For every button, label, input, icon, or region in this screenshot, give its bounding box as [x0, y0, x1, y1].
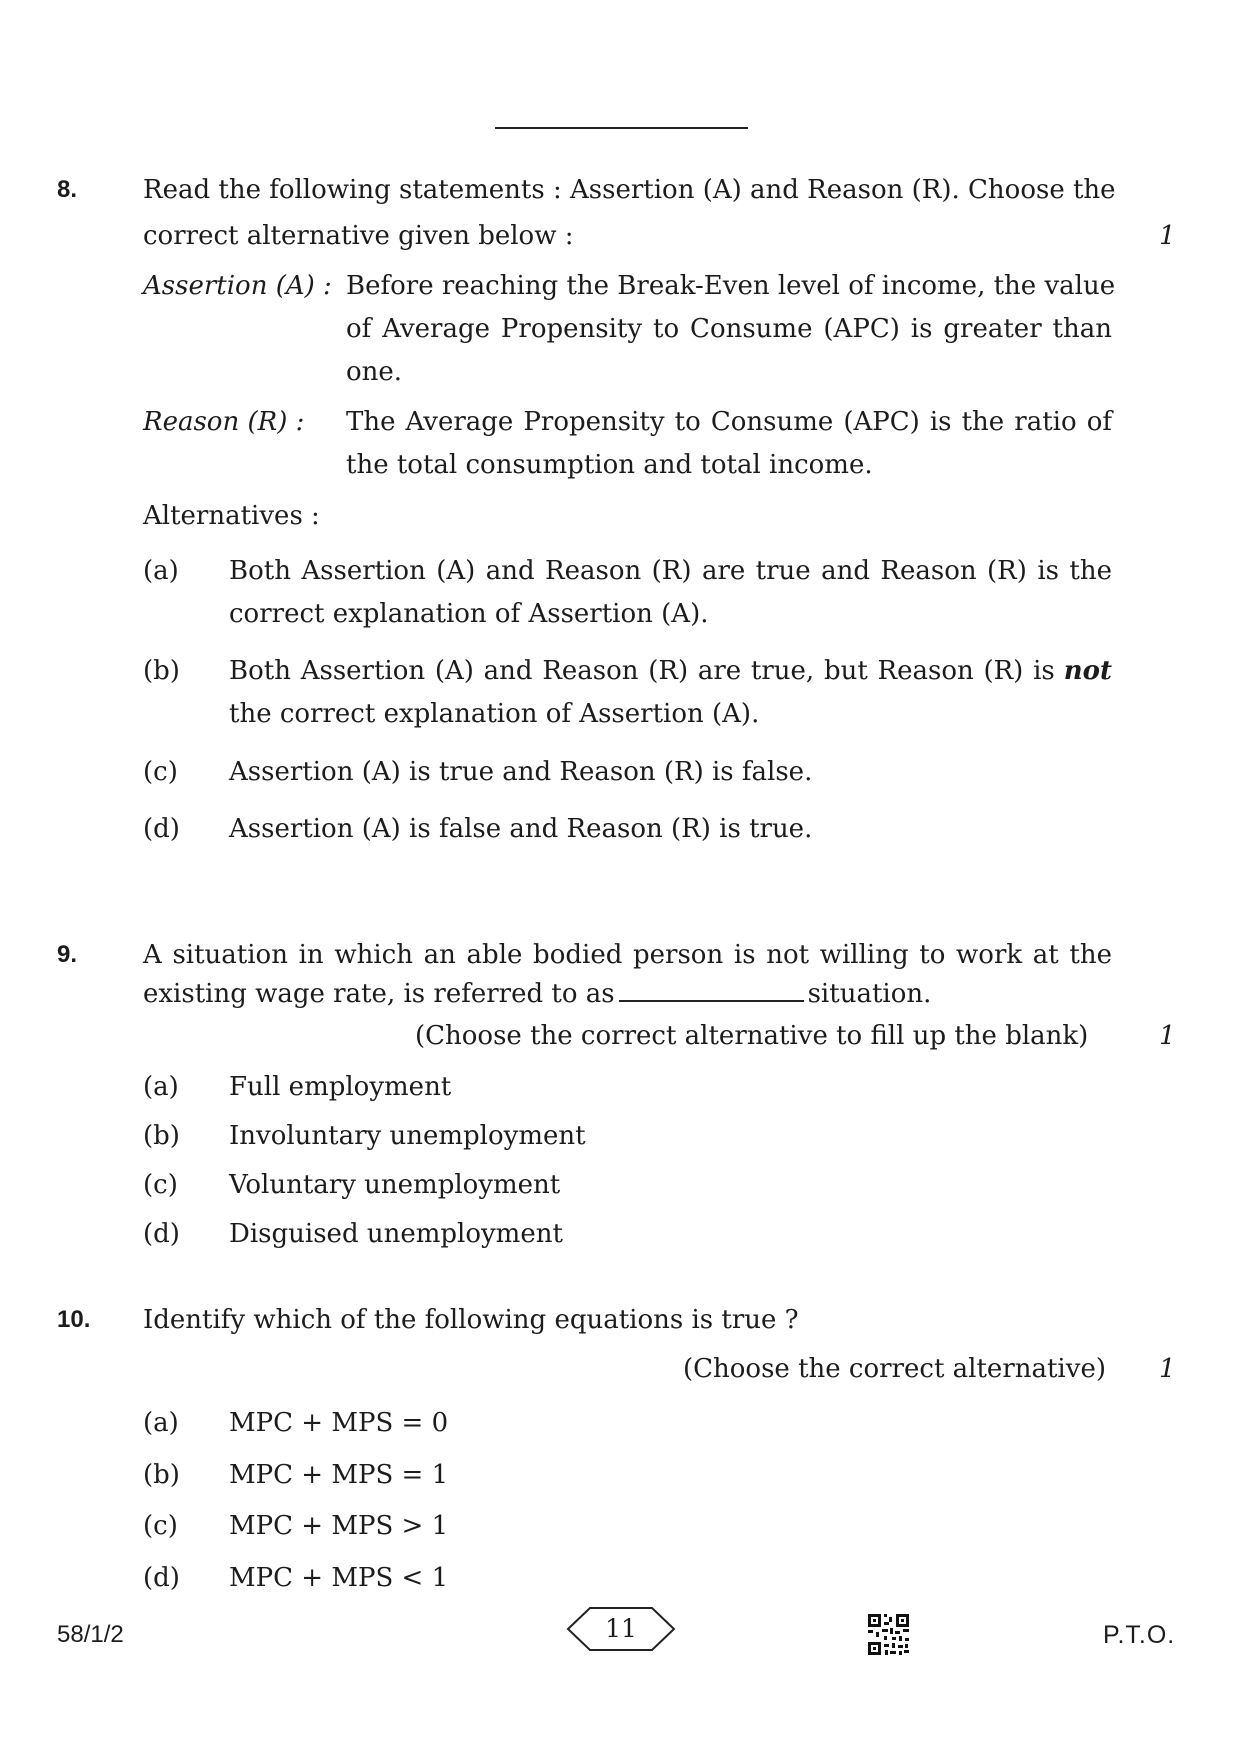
q9-option-b-label: (b): [143, 1121, 180, 1151]
page-number: 11: [605, 1614, 637, 1643]
question-9-instruction: (Choose the correct alternative to fill up the blank): [415, 1021, 1089, 1051]
q10-option-b-label: (b): [143, 1460, 180, 1490]
q8-option-b-line1: [229, 655, 1112, 687]
q8-option-a-label: (a): [143, 556, 179, 586]
question-10-marks: 1: [1159, 1354, 1176, 1384]
reason-text-line1: The Average Propensity to Consume (APC) is the ratio of: [346, 407, 1112, 437]
q9-option-c-text: Voluntary unemployment: [229, 1170, 561, 1200]
q8-option-c-label: (c): [143, 757, 178, 787]
question-9-number: 9.: [57, 941, 78, 968]
q8-option-b-text: Both Assertion (A) and Reason (R) are true, but Reason (R) is: [229, 656, 1055, 686]
q8-option-a-line1: Both Assertion (A) and Reason (R) are true and Reason (R) is the: [229, 556, 1112, 586]
paper-code: 58/1/2: [57, 1621, 124, 1648]
question-9-marks: 1: [1159, 1021, 1176, 1051]
q8-option-c-text: Assertion (A) is true and Reason (R) is false.: [229, 757, 813, 787]
q9-option-b-text: Involuntary unemployment: [229, 1121, 586, 1151]
question-8-marks: 1: [1159, 221, 1176, 251]
q10-option-d-text: MPC + MPS < 1: [229, 1563, 449, 1593]
assertion-text-line3: one.: [346, 357, 403, 387]
question-10-number: 10.: [57, 1306, 91, 1333]
question-9-text-post: situation.: [807, 979, 932, 1009]
q8-option-a-line2: correct explanation of Assertion (A).: [229, 599, 709, 629]
question-10-instruction: (Choose the correct alternative): [683, 1354, 1106, 1384]
q10-option-b-text: MPC + MPS = 1: [229, 1460, 449, 1490]
fill-in-blank: [619, 978, 804, 1002]
question-9-text-line2: [143, 978, 931, 1010]
q10-option-d-label: (d): [143, 1563, 180, 1593]
qr-code-icon: [868, 1614, 909, 1655]
q10-option-c-text: MPC + MPS > 1: [229, 1511, 449, 1541]
qr-code-graphic: [868, 1614, 909, 1655]
q9-option-a-text: Full employment: [229, 1072, 452, 1102]
reason-label: Reason (R) :: [143, 407, 305, 437]
q8-option-d-label: (d): [143, 814, 180, 844]
page-number-badge: [566, 1606, 676, 1652]
header-rule: [495, 127, 748, 129]
q9-option-c-label: (c): [143, 1170, 178, 1200]
question-8-text-line2: correct alternative given below :: [143, 221, 574, 251]
q9-option-d-label: (d): [143, 1219, 180, 1249]
assertion-label: Assertion (A) :: [143, 271, 332, 301]
q8-option-b-label: (b): [143, 656, 180, 686]
assertion-text-line2: of Average Propensity to Consume (APC) is greater than: [346, 314, 1112, 344]
assertion-text-line1: Before reaching the Break-Even level of income, the value: [346, 271, 1116, 301]
question-10-text: Identify which of the following equations is true ?: [143, 1305, 799, 1335]
q9-option-a-label: (a): [143, 1072, 179, 1102]
q10-option-a-text: MPC + MPS = 0: [229, 1408, 449, 1438]
alternatives-label: Alternatives :: [143, 501, 320, 531]
q8-option-d-text: Assertion (A) is false and Reason (R) is true.: [229, 814, 813, 844]
q10-option-a-label: (a): [143, 1408, 179, 1438]
please-turn-over: P.T.O.: [1103, 1621, 1176, 1649]
q10-option-c-label: (c): [143, 1511, 178, 1541]
q8-option-b-line2: the correct explanation of Assertion (A).: [229, 699, 760, 729]
question-9-text-pre: existing wage rate, is referred to as: [143, 979, 615, 1009]
reason-text-line2: the total consumption and total income.: [346, 450, 873, 480]
question-8-text-line1: Read the following statements : Assertion (A) and Reason (R). Choose the: [143, 175, 1116, 205]
q9-option-d-text: Disguised unemployment: [229, 1219, 563, 1249]
question-8-number: 8.: [57, 176, 78, 203]
q8-option-b-emphasis: not: [1063, 656, 1112, 686]
question-9-text-line1: A situation in which an able bodied person is not willing to work at the: [143, 940, 1112, 970]
